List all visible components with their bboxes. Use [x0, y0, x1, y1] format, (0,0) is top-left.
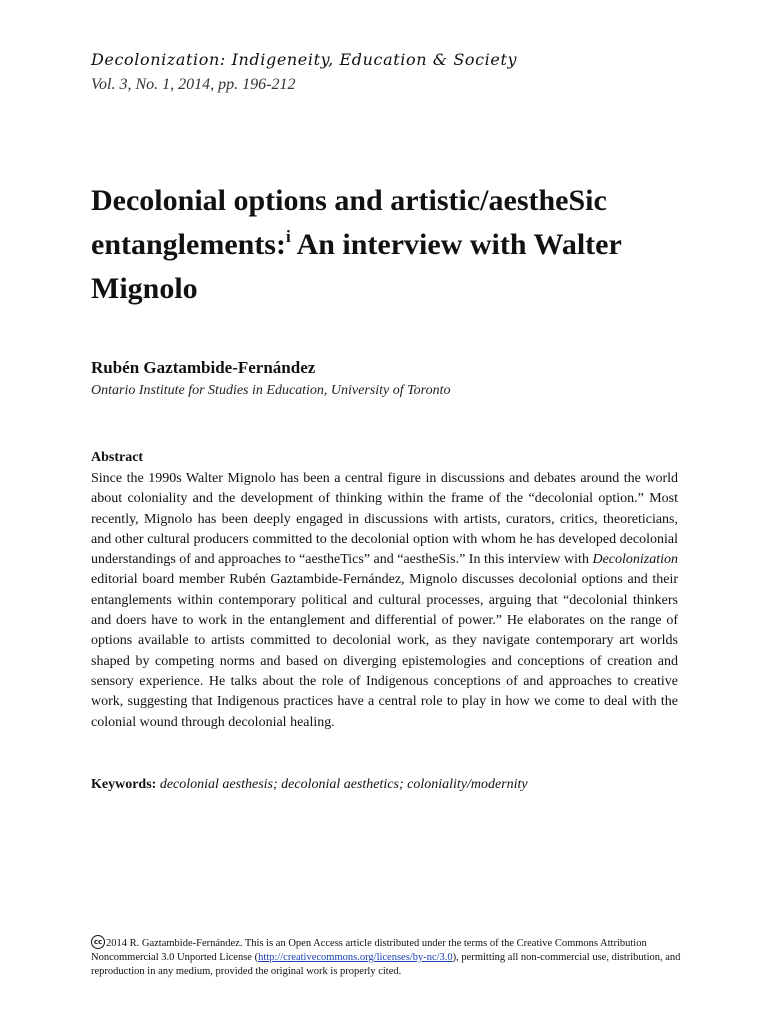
abstract-text-part2: editorial board member Rubén Gaztambide-Fernández, Mignolo discusses decolonial options and their entanglements within contemporary political and cultural processes, arguing that “decolonial thinkers and doers have to work in the entanglement and differential of power.” He elaborates on the range of options available to artists committed to decolonial work, as they navigate contemporary art worlds shaped by competing norms and based on diverging epistemologies and conceptions of creation and sensory experience. He talks about the role of Indigenous conceptions of and approaches to creative work, suggesting that Indigenous practices have a central role to play in how we come to deal with the colonial wound through decolonial healing.	[91, 572, 678, 730]
journal-title: Decolonization: Indigeneity, Education & Society	[91, 50, 518, 69]
abstract-text-part1: Since the 1990s Walter Mignolo has been a central figure in discussions and debates around the world about coloniality and the development of thinking within the frame of the “decolonial option.” Most recently, Mignolo has been deeply engaged in discussions with artists, curators, critics, theoreticians, and other cultural producers committed to the decolonial option with whom he has developed decolonial understandings of and approaches to “aestheTics” and “aestheSis.” In this interview with	[91, 471, 678, 568]
creative-commons-icon: cc	[91, 935, 105, 949]
title-footnote-marker[interactable]: i	[285, 227, 291, 246]
article-title-part1: Decolonial options and artistic/aestheSic entanglements:	[91, 184, 607, 261]
keywords-line	[91, 777, 528, 793]
license-link[interactable]: http://creativecommons.org/licenses/by-nc/3.0	[258, 952, 453, 963]
abstract-heading: Abstract	[91, 450, 144, 465]
abstract-journal-name: Decolonization	[592, 552, 678, 568]
author-name: Rubén Gaztambide-Fernández	[91, 358, 316, 377]
abstract-body	[91, 469, 678, 733]
keywords-values: decolonial aesthesis; decolonial aesthetics; coloniality/modernity	[159, 777, 528, 792]
article-title	[91, 179, 691, 311]
article-title-part2: An interview with Walter Mignolo	[91, 228, 622, 305]
license-text-part1: 2014 R. Gaztambide-Fernández. This is an Open Access article distributed under the terms of the Creative Commons Attribution Noncommercial 3.0 Unported License (	[91, 938, 647, 963]
journal-volume-info: Vol. 3, No. 1, 2014, pp. 196-212	[91, 76, 296, 93]
keywords-label: Keywords:	[91, 777, 157, 792]
author-affiliation: Ontario Institute for Studies in Education, University of Toronto	[91, 383, 451, 398]
license-text-part2: ), permitting all non-commercial use, distribution, and reproduction in any medium, provided the original work is properly cited.	[91, 952, 681, 977]
license-notice	[91, 935, 691, 979]
